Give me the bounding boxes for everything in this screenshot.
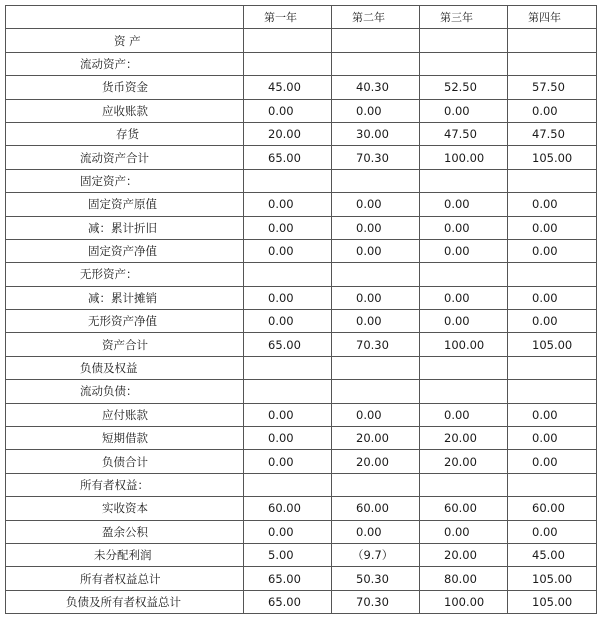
cell-year-2 xyxy=(332,473,420,496)
cell-year-1 xyxy=(244,52,332,75)
cell-year-3 xyxy=(420,473,508,496)
table-row xyxy=(6,76,597,99)
cell-year-3: 52.50 xyxy=(420,76,508,99)
row-label: 减：累计折旧 xyxy=(6,216,244,239)
row-label: 无形资产净值 xyxy=(6,310,244,333)
cell-year-3: 80.00 xyxy=(420,567,508,590)
row-label: 应收账款 xyxy=(6,99,244,122)
cell-year-2: 70.30 xyxy=(332,590,420,613)
row-label: 固定资产净值 xyxy=(6,239,244,262)
cell-year-3: 0.00 xyxy=(420,239,508,262)
cell-year-2 xyxy=(332,356,420,379)
row-label: 负债合计 xyxy=(6,450,244,473)
cell-year-1: 65.00 xyxy=(244,590,332,613)
row-label: 固定资产： xyxy=(6,169,244,192)
header-year-4: 第四年 xyxy=(508,6,597,29)
cell-year-4: 0.00 xyxy=(508,99,597,122)
row-label: 资产合计 xyxy=(6,333,244,356)
table-row xyxy=(6,333,597,356)
cell-year-1 xyxy=(244,169,332,192)
header-cell-blank xyxy=(6,6,244,29)
table-row xyxy=(6,567,597,590)
cell-year-2 xyxy=(332,263,420,286)
row-label: 流动资产： xyxy=(6,52,244,75)
cell-year-3: 47.50 xyxy=(420,122,508,145)
cell-year-2: 50.30 xyxy=(332,567,420,590)
table-row xyxy=(6,427,597,450)
row-label: 资 产 xyxy=(6,29,244,52)
cell-year-1: 0.00 xyxy=(244,193,332,216)
cell-year-3: 0.00 xyxy=(420,403,508,426)
cell-year-3 xyxy=(420,169,508,192)
cell-year-2: 0.00 xyxy=(332,99,420,122)
cell-year-1: 0.00 xyxy=(244,403,332,426)
row-label: 减：累计摊销 xyxy=(6,286,244,309)
table-row xyxy=(6,29,597,52)
cell-year-2: 0.00 xyxy=(332,193,420,216)
cell-year-2: 40.30 xyxy=(332,76,420,99)
cell-year-1: 0.00 xyxy=(244,239,332,262)
cell-year-3: 100.00 xyxy=(420,590,508,613)
cell-year-4: 105.00 xyxy=(508,590,597,613)
cell-year-4: 0.00 xyxy=(508,520,597,543)
cell-year-4 xyxy=(508,473,597,496)
cell-year-2: 70.30 xyxy=(332,333,420,356)
cell-year-2 xyxy=(332,169,420,192)
table-row xyxy=(6,263,597,286)
cell-year-4: 0.00 xyxy=(508,310,597,333)
cell-year-1: 60.00 xyxy=(244,497,332,520)
cell-year-3: 0.00 xyxy=(420,216,508,239)
cell-year-3: 20.00 xyxy=(420,543,508,566)
header-row xyxy=(6,6,597,29)
table-row xyxy=(6,543,597,566)
row-label: 流动负债： xyxy=(6,380,244,403)
cell-year-2: 0.00 xyxy=(332,310,420,333)
cell-year-2: 0.00 xyxy=(332,216,420,239)
cell-year-3 xyxy=(420,263,508,286)
row-label: 所有者权益： xyxy=(6,473,244,496)
cell-year-2 xyxy=(332,380,420,403)
cell-year-4 xyxy=(508,263,597,286)
row-label: 应付账款 xyxy=(6,403,244,426)
cell-year-1: 5.00 xyxy=(244,543,332,566)
cell-year-2: 60.00 xyxy=(332,497,420,520)
row-label: 货币资金 xyxy=(6,76,244,99)
row-label: 无形资产： xyxy=(6,263,244,286)
cell-year-4 xyxy=(508,52,597,75)
cell-year-3 xyxy=(420,380,508,403)
table-row xyxy=(6,169,597,192)
cell-year-1: 0.00 xyxy=(244,520,332,543)
table-row xyxy=(6,473,597,496)
cell-year-3 xyxy=(420,29,508,52)
row-label: 固定资产原值 xyxy=(6,193,244,216)
cell-year-1: 65.00 xyxy=(244,567,332,590)
header-year-3: 第三年 xyxy=(420,6,508,29)
cell-year-1 xyxy=(244,263,332,286)
row-label: 流动资产合计 xyxy=(6,146,244,169)
cell-year-1 xyxy=(244,473,332,496)
balance-sheet-body xyxy=(6,6,597,614)
cell-year-2: 0.00 xyxy=(332,520,420,543)
table-row xyxy=(6,122,597,145)
table-row xyxy=(6,356,597,379)
cell-year-1 xyxy=(244,356,332,379)
row-label: 盈余公积 xyxy=(6,520,244,543)
cell-year-4: 0.00 xyxy=(508,193,597,216)
cell-year-1 xyxy=(244,29,332,52)
cell-year-2 xyxy=(332,29,420,52)
cell-year-2: 0.00 xyxy=(332,286,420,309)
table-row xyxy=(6,286,597,309)
table-row xyxy=(6,520,597,543)
cell-year-4: 57.50 xyxy=(508,76,597,99)
cell-year-1: 65.00 xyxy=(244,146,332,169)
cell-year-1: 0.00 xyxy=(244,286,332,309)
cell-year-4: 105.00 xyxy=(508,146,597,169)
table-row xyxy=(6,450,597,473)
balance-sheet-table xyxy=(5,5,597,614)
cell-year-3: 100.00 xyxy=(420,146,508,169)
table-row xyxy=(6,216,597,239)
header-year-1: 第一年 xyxy=(244,6,332,29)
cell-year-4: 0.00 xyxy=(508,239,597,262)
cell-year-1: 20.00 xyxy=(244,122,332,145)
cell-year-4 xyxy=(508,356,597,379)
row-label: 实收资本 xyxy=(6,497,244,520)
cell-year-3 xyxy=(420,52,508,75)
cell-year-3: 0.00 xyxy=(420,99,508,122)
cell-year-1: 0.00 xyxy=(244,310,332,333)
cell-year-3: 0.00 xyxy=(420,193,508,216)
cell-year-3: 0.00 xyxy=(420,310,508,333)
cell-year-4: 0.00 xyxy=(508,286,597,309)
cell-year-4 xyxy=(508,29,597,52)
cell-year-2: 20.00 xyxy=(332,450,420,473)
row-label: 未分配利润 xyxy=(6,543,244,566)
row-label: 所有者权益总计 xyxy=(6,567,244,590)
cell-year-2: 0.00 xyxy=(332,239,420,262)
cell-year-2: 0.00 xyxy=(332,403,420,426)
cell-year-4: 0.00 xyxy=(508,450,597,473)
row-label: 存货 xyxy=(6,122,244,145)
table-row xyxy=(6,380,597,403)
cell-year-1: 45.00 xyxy=(244,76,332,99)
table-row xyxy=(6,403,597,426)
table-row xyxy=(6,193,597,216)
cell-year-4: 105.00 xyxy=(508,567,597,590)
cell-year-1: 65.00 xyxy=(244,333,332,356)
cell-year-4: 45.00 xyxy=(508,543,597,566)
cell-year-2: 30.00 xyxy=(332,122,420,145)
cell-year-4 xyxy=(508,169,597,192)
cell-year-1 xyxy=(244,380,332,403)
cell-year-1: 0.00 xyxy=(244,450,332,473)
row-label: 负债及权益 xyxy=(6,356,244,379)
table-row xyxy=(6,310,597,333)
header-year-2: 第二年 xyxy=(332,6,420,29)
cell-year-3: 100.00 xyxy=(420,333,508,356)
cell-year-3: 0.00 xyxy=(420,286,508,309)
table-row xyxy=(6,52,597,75)
table-row xyxy=(6,146,597,169)
cell-year-3: 0.00 xyxy=(420,520,508,543)
cell-year-2: 20.00 xyxy=(332,427,420,450)
cell-year-4: 0.00 xyxy=(508,216,597,239)
table-row xyxy=(6,497,597,520)
cell-year-1: 0.00 xyxy=(244,99,332,122)
cell-year-4 xyxy=(508,380,597,403)
cell-year-4: 60.00 xyxy=(508,497,597,520)
cell-year-3: 60.00 xyxy=(420,497,508,520)
cell-year-4: 0.00 xyxy=(508,403,597,426)
cell-year-1: 0.00 xyxy=(244,216,332,239)
table-row xyxy=(6,239,597,262)
table-row xyxy=(6,590,597,613)
cell-year-2: （9.7） xyxy=(332,543,420,566)
cell-year-4: 47.50 xyxy=(508,122,597,145)
cell-year-3 xyxy=(420,356,508,379)
cell-year-3: 20.00 xyxy=(420,450,508,473)
cell-year-1: 0.00 xyxy=(244,427,332,450)
cell-year-4: 0.00 xyxy=(508,427,597,450)
row-label: 负债及所有者权益总计 xyxy=(6,590,244,613)
row-label: 短期借款 xyxy=(6,427,244,450)
cell-year-4: 105.00 xyxy=(508,333,597,356)
cell-year-2: 70.30 xyxy=(332,146,420,169)
cell-year-2 xyxy=(332,52,420,75)
table-row xyxy=(6,99,597,122)
cell-year-3: 20.00 xyxy=(420,427,508,450)
